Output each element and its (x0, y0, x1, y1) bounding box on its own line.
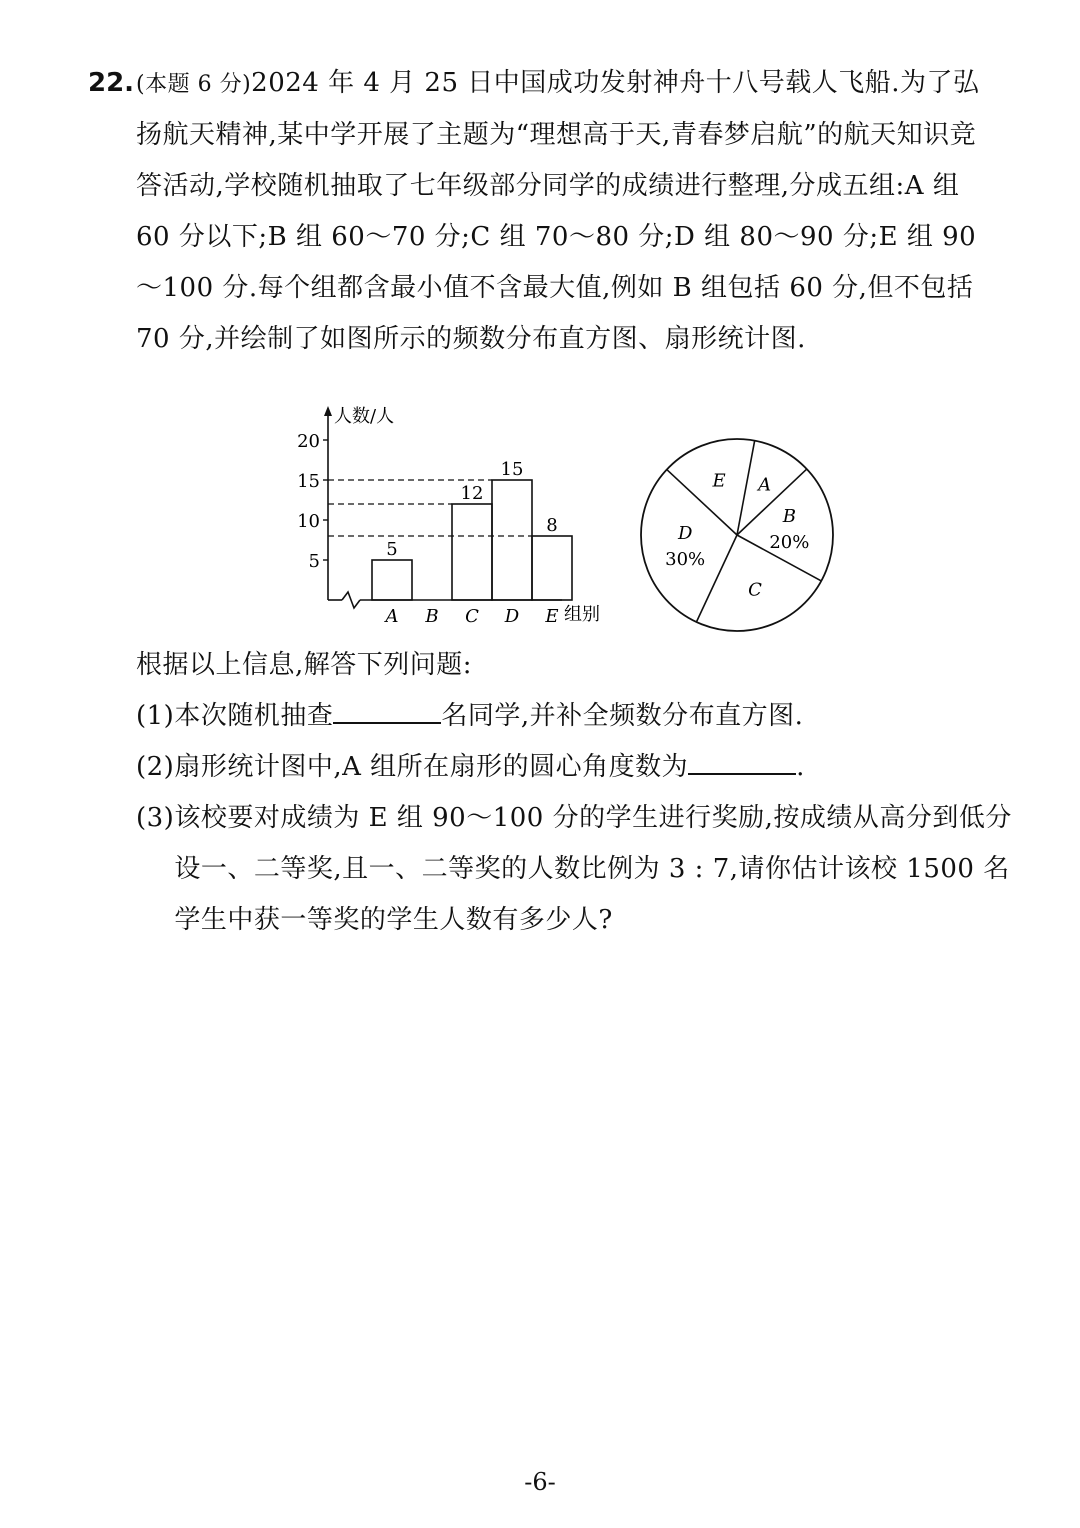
bar-value-label: 5 (386, 539, 398, 560)
questions (136, 640, 1016, 946)
y-tick-label: 5 (308, 551, 320, 572)
q1-text-before: 本次随机抽查 (174, 701, 334, 731)
q2-answer-blank[interactable] (688, 743, 796, 775)
q1-text-after: 名同学,并补全频数分布直方图. (441, 701, 804, 731)
bar-E (532, 536, 572, 600)
bar-value-label: 12 (460, 483, 484, 504)
problem-header (88, 58, 1008, 365)
pie-percent-D: 30% (665, 549, 706, 571)
problem-22 (88, 58, 1008, 365)
y-axis-label: 人数/人 (334, 406, 395, 427)
bar-value-label: 15 (500, 459, 524, 480)
pie-label-C: C (748, 579, 762, 601)
q3-number: (3) (136, 803, 175, 833)
bar-D (492, 480, 532, 600)
q1-answer-blank[interactable] (333, 692, 441, 724)
y-tick-label: 15 (297, 471, 320, 492)
question-number: 22. (88, 68, 135, 98)
pie-label-E: E (712, 470, 726, 492)
category-label-D: D (504, 606, 520, 627)
pie-slice-boundary (696, 535, 737, 622)
y-axis-arrow (324, 406, 332, 416)
question-stem (136, 58, 1001, 365)
pie-label-A: A (758, 474, 772, 496)
question-2 (136, 742, 1016, 793)
q1-number: (1) (136, 701, 175, 731)
stem-text: 2024 年 4 月 25 日中国成功发射神舟十八号载人飞船.为了弘扬航天精神,某中学开展了主题为“理想高于天,青春梦启航”的航天知识竞答活动,学校随机抽取了七年级部分同学的成绩进行整理,分成五组:A 组 60 分以下;B 组 60～70 分;C 组 70～80 分;D 组 80～90 分;E 组 90～100 分.每个组都含最小值不含最大值,例如 B 组包括 60 分,但不包括 70 分,并绘制了如图所示的频数分布直方图、扇形统计图. (136, 68, 980, 354)
pie-label-B: B (782, 506, 796, 528)
q2-number: (2) (136, 752, 175, 782)
page-number: -6- (524, 1468, 556, 1496)
x-axis-label: 组别 (564, 604, 600, 625)
question-3 (136, 793, 1016, 946)
bar-value-label: 8 (546, 515, 558, 536)
category-label-E: E (545, 606, 559, 627)
q2-text-before: 扇形统计图中,A 组所在扇形的圆心角度数为 (174, 752, 689, 782)
bar-A (372, 560, 412, 600)
axis-break-icon (342, 592, 360, 608)
category-label-A: A (385, 606, 399, 627)
y-tick-label: 10 (297, 511, 320, 532)
pie-percent-B: 20% (769, 532, 810, 554)
pie-chart (630, 428, 845, 643)
question-1 (136, 691, 1016, 742)
pie-label-D: D (677, 523, 693, 545)
bar-C (452, 504, 492, 600)
questions-intro: 根据以上信息,解答下列问题: (136, 650, 473, 680)
figures (290, 400, 850, 635)
q2-text-after: . (796, 752, 805, 782)
frequency-histogram (290, 400, 620, 635)
category-label-C: C (465, 606, 479, 627)
category-label-B: B (425, 606, 439, 627)
y-tick-label: 20 (297, 431, 320, 452)
q3-text: 该校要对成绩为 E 组 90～100 分的学生进行奖励,按成绩从高分到低分设一、二等奖,且一、二等奖的人数比例为 3 : 7,请你估计该校 1500 名学生中获一等奖的学生人数有多少人? (174, 803, 1012, 935)
score-note: (本题 6 分) (136, 72, 252, 97)
